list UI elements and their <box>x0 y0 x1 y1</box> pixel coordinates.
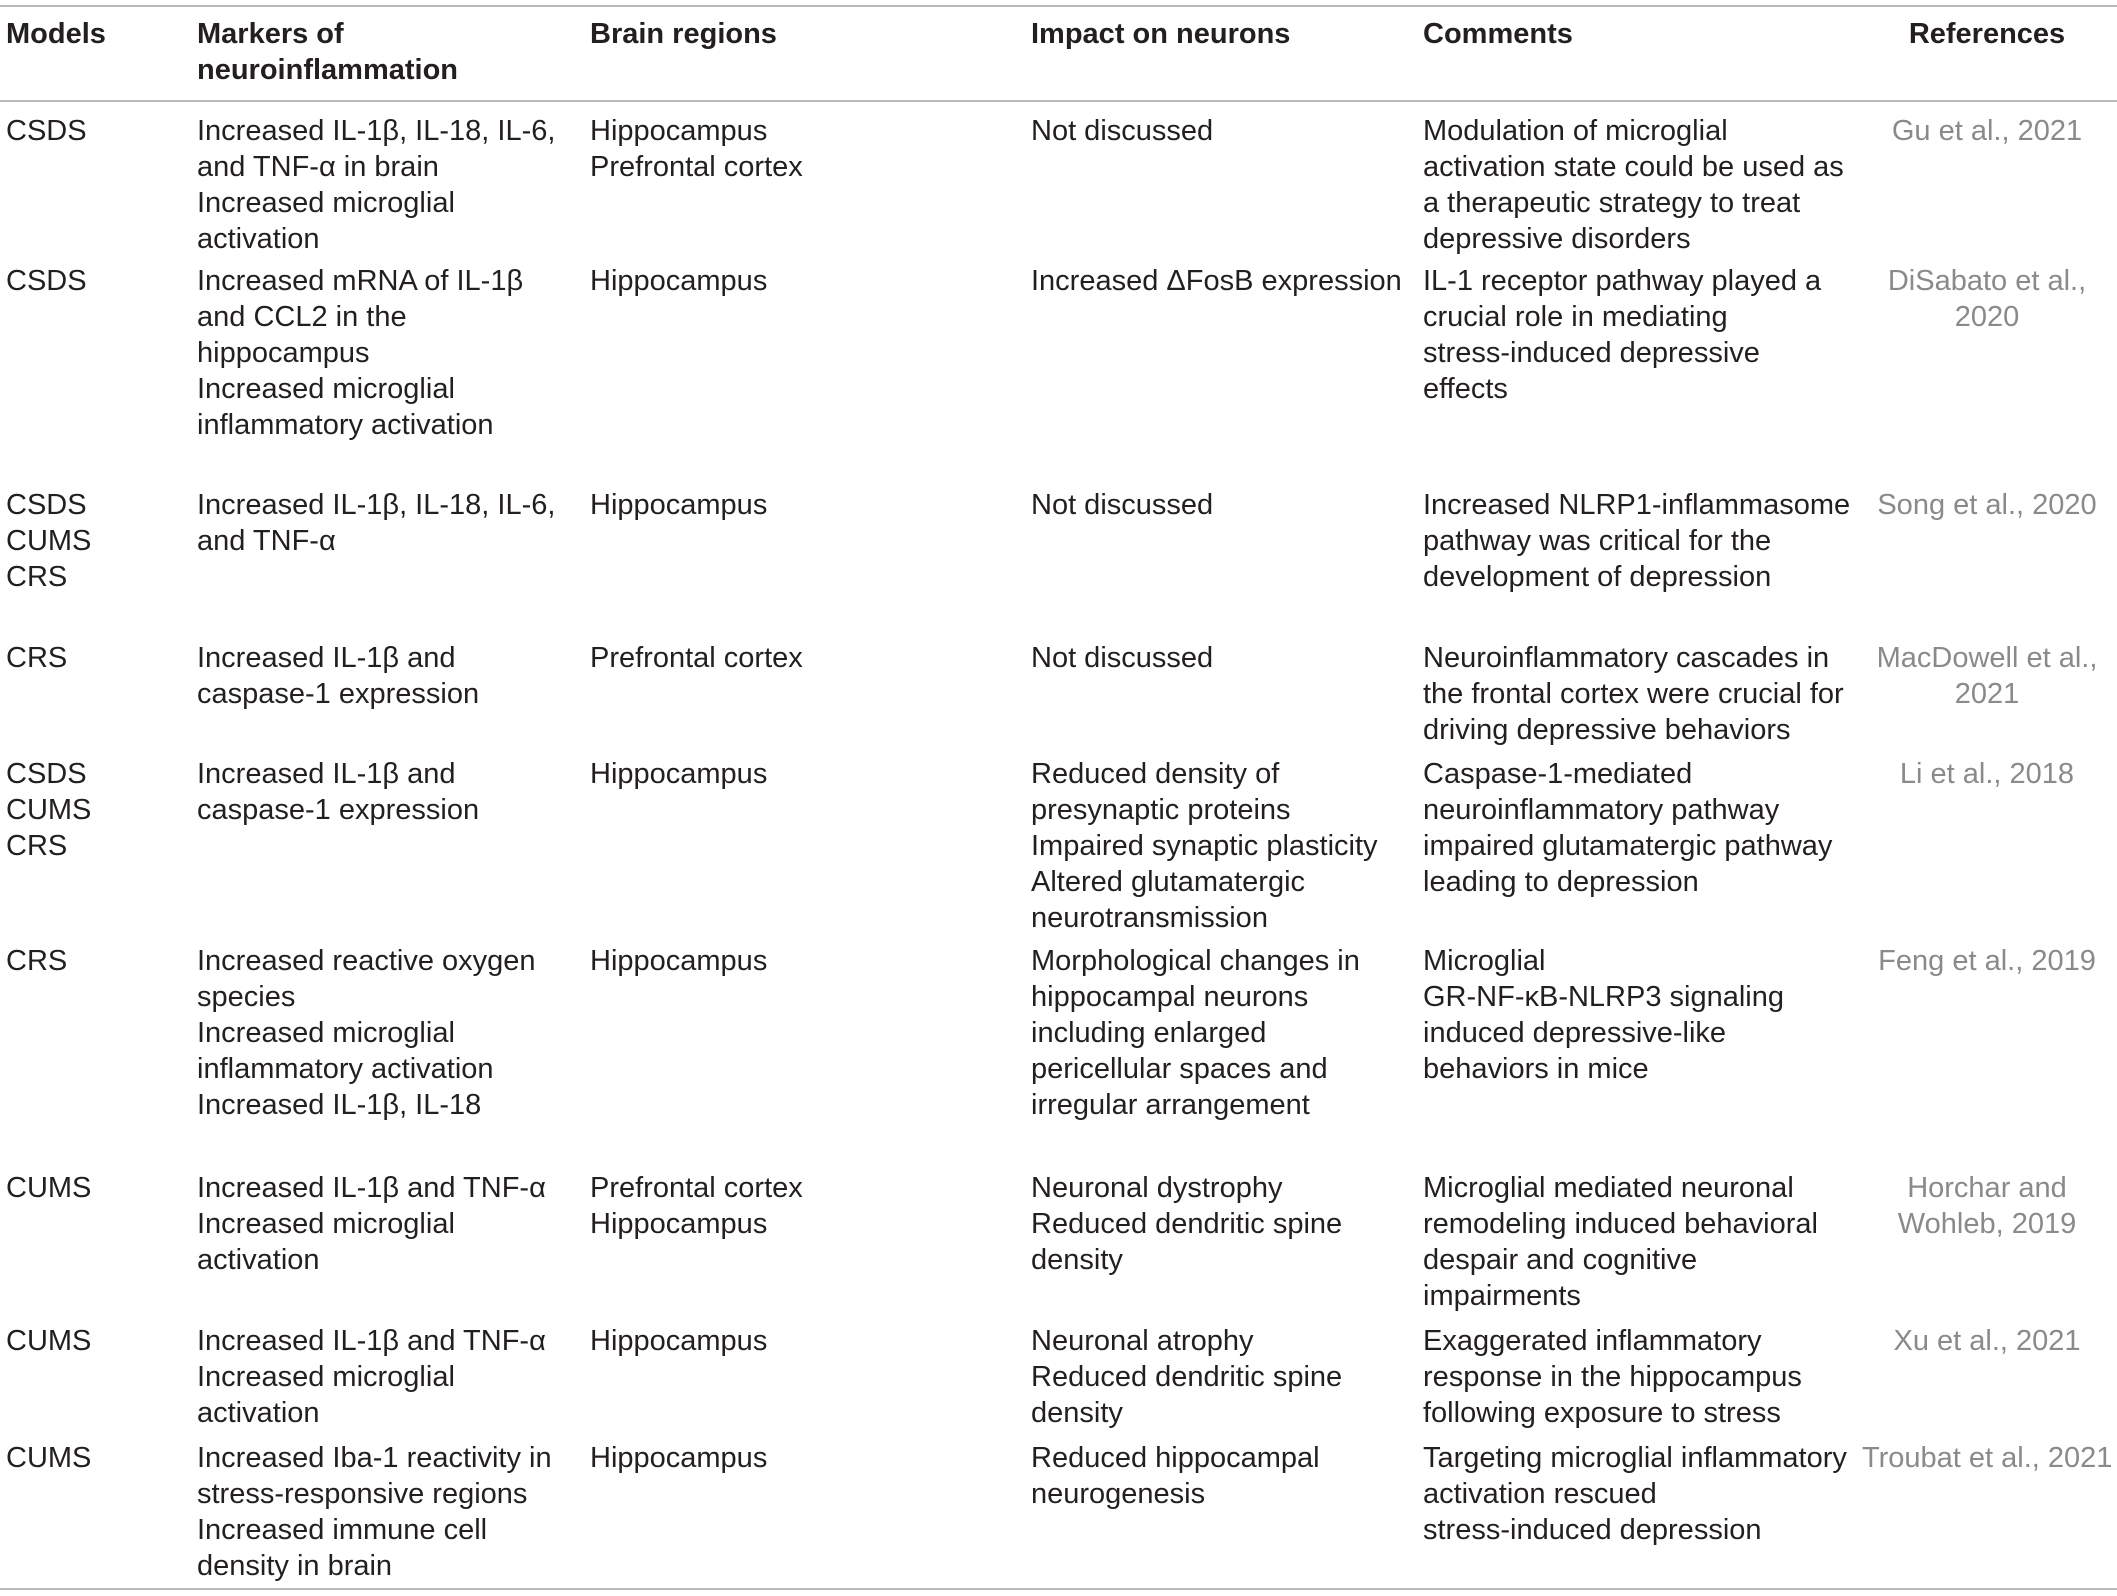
row-8-comments-line: response in the hippocampus <box>1423 1361 1802 1393</box>
row-6-references-line: Feng et al., 2019 <box>1878 945 2096 977</box>
table-top-rule <box>0 5 2117 7</box>
row-7-comments-line: despair and cognitive <box>1423 1244 1698 1276</box>
row-3-references <box>1862 487 2112 523</box>
row-5-models-line: CSDS <box>6 758 87 790</box>
row-8-references-line: Xu et al., 2021 <box>1893 1325 2081 1357</box>
row-4-comments-line: Neuroinflammatory cascades in <box>1423 642 1830 674</box>
row-6-comments-line: GR-NF-κB-NLRP3 signaling <box>1423 981 1784 1013</box>
row-5-impact-line: Reduced density of <box>1031 758 1280 790</box>
row-4-references-line: MacDowell et al., <box>1876 642 2098 674</box>
row-4-markers-line: Increased IL-1β and <box>197 642 456 674</box>
row-9-impact <box>1031 1440 1320 1512</box>
row-5-references-line: Li et al., 2018 <box>1899 758 2075 790</box>
row-8-models <box>6 1323 91 1359</box>
row-7-comments <box>1423 1170 1818 1314</box>
row-5-impact-line: Altered glutamatergic <box>1031 866 1306 898</box>
row-8-markers-line: Increased IL-1β and TNF-α <box>197 1325 546 1357</box>
row-8-markers <box>197 1323 546 1431</box>
row-3-regions-line: Hippocampus <box>590 489 768 521</box>
row-2-comments-line: stress-induced depressive <box>1423 337 1760 369</box>
row-9-references-line: Troubat et al., 2021 <box>1862 1442 2113 1474</box>
row-6-markers-line: Increased IL-1β, IL-18 <box>197 1089 482 1121</box>
row-8-comments-line: Exaggerated inflammatory <box>1423 1325 1762 1357</box>
row-5-comments-line: impaired glutamatergic pathway <box>1423 830 1833 862</box>
row-3-comments-line: Increased NLRP1-inflammasome <box>1423 489 1851 521</box>
row-4-references-line: 2021 <box>1954 678 2020 710</box>
row-7-impact <box>1031 1170 1342 1278</box>
row-8-regions-line: Hippocampus <box>590 1325 768 1357</box>
column-header-comments <box>1423 16 1573 52</box>
row-8-impact-line: Reduced dendritic spine <box>1031 1361 1343 1393</box>
row-3-comments-line: development of depression <box>1423 561 1772 593</box>
row-7-models-line: CUMS <box>6 1172 92 1204</box>
row-4-models-line: CRS <box>6 642 68 674</box>
row-2-regions <box>590 263 767 299</box>
row-9-comments-line: stress-induced depression <box>1423 1514 1762 1546</box>
row-3-comments <box>1423 487 1850 595</box>
row-6-markers-line: Increased microglial <box>197 1017 455 1049</box>
row-8-regions <box>590 1323 767 1359</box>
row-5-models-line: CRS <box>6 830 68 862</box>
table-header-rule <box>0 100 2117 102</box>
row-9-comments <box>1423 1440 1847 1548</box>
row-8-markers-line: Increased microglial <box>197 1361 455 1393</box>
row-1-references-line: Gu et al., 2021 <box>1891 115 2083 147</box>
row-4-regions-line: Prefrontal cortex <box>590 642 803 674</box>
row-3-references-line: Song et al., 2020 <box>1877 489 2097 521</box>
row-8-comments-line: following exposure to stress <box>1423 1397 1781 1429</box>
row-7-references <box>1862 1170 2112 1242</box>
row-7-comments-line: remodeling induced behavioral <box>1423 1208 1818 1240</box>
row-8-models-line: CUMS <box>6 1325 92 1357</box>
row-7-references-line: Horchar and <box>1907 1172 2067 1204</box>
row-3-impact-line: Not discussed <box>1031 489 1214 521</box>
row-5-markers-line: caspase-1 expression <box>197 794 480 826</box>
row-4-comments <box>1423 640 1844 748</box>
row-1-references <box>1862 113 2112 149</box>
column-header-comments-line: Comments <box>1423 18 1573 50</box>
row-7-markers-line: activation <box>197 1244 320 1276</box>
row-9-markers-line: Increased immune cell <box>197 1514 488 1546</box>
row-2-regions-line: Hippocampus <box>590 265 768 297</box>
row-1-comments <box>1423 113 1844 257</box>
row-5-impact-line: Impaired synaptic plasticity <box>1031 830 1378 862</box>
row-4-regions <box>590 640 803 676</box>
column-header-models-line: Models <box>6 18 106 50</box>
row-5-references <box>1862 756 2112 792</box>
table-bottom-rule <box>0 1588 2117 1590</box>
row-7-markers-line: Increased IL-1β and TNF-α <box>197 1172 546 1204</box>
row-5-comments-line: neuroinflammatory pathway <box>1423 794 1780 826</box>
row-9-impact-line: Reduced hippocampal <box>1031 1442 1320 1474</box>
row-2-markers-line: inflammatory activation <box>197 409 494 441</box>
row-9-markers-line: stress-responsive regions <box>197 1478 528 1510</box>
row-1-comments-line: activation state could be used as <box>1423 151 1844 183</box>
row-4-references <box>1862 640 2112 712</box>
row-9-impact-line: neurogenesis <box>1031 1478 1206 1510</box>
row-2-references-line: DiSabato et al., <box>1887 265 2087 297</box>
column-header-regions <box>590 16 777 52</box>
column-header-references <box>1862 16 2112 52</box>
row-4-impact <box>1031 640 1213 676</box>
column-header-references-line: References <box>1908 18 2066 50</box>
row-9-models-line: CUMS <box>6 1442 92 1474</box>
row-2-comments <box>1423 263 1821 407</box>
row-2-references-line: 2020 <box>1954 301 2020 333</box>
row-3-comments-line: pathway was critical for the <box>1423 525 1772 557</box>
row-5-models-line: CUMS <box>6 794 92 826</box>
row-1-markers-line: Increased microglial <box>197 187 455 219</box>
row-1-regions <box>590 113 803 185</box>
row-7-comments-line: Microglial mediated neuronal <box>1423 1172 1794 1204</box>
row-6-impact-line: including enlarged <box>1031 1017 1267 1049</box>
row-2-markers <box>197 263 523 443</box>
row-4-impact-line: Not discussed <box>1031 642 1214 674</box>
row-6-markers-line: Increased reactive oxygen <box>197 945 536 977</box>
row-9-regions-line: Hippocampus <box>590 1442 768 1474</box>
row-6-markers-line: species <box>197 981 296 1013</box>
row-1-impact <box>1031 113 1213 149</box>
row-6-comments-line: behaviors in mice <box>1423 1053 1649 1085</box>
row-7-models <box>6 1170 91 1206</box>
row-6-regions <box>590 943 767 979</box>
row-5-markers-line: Increased IL-1β and <box>197 758 456 790</box>
row-1-models-line: CSDS <box>6 115 87 147</box>
row-6-impact-line: pericellular spaces and <box>1031 1053 1328 1085</box>
row-5-impact-line: neurotransmission <box>1031 902 1268 934</box>
row-8-markers-line: activation <box>197 1397 320 1429</box>
row-6-models-line: CRS <box>6 945 68 977</box>
row-7-markers <box>197 1170 546 1278</box>
row-1-markers-line: and TNF-α in brain <box>197 151 439 183</box>
row-2-comments-line: IL-1 receptor pathway played a <box>1423 265 1822 297</box>
row-2-models <box>6 263 87 299</box>
column-header-regions-line: Brain regions <box>590 18 777 50</box>
column-header-markers <box>197 16 458 88</box>
column-header-models <box>6 16 106 52</box>
row-2-markers-line: and CCL2 in the <box>197 301 407 333</box>
row-1-regions-line: Prefrontal cortex <box>590 151 803 183</box>
row-6-markers-line: inflammatory activation <box>197 1053 494 1085</box>
row-3-models-line: CSDS <box>6 489 87 521</box>
column-header-markers-line: Markers of <box>197 18 344 50</box>
row-2-references <box>1862 263 2112 335</box>
row-5-models <box>6 756 91 864</box>
row-6-comments <box>1423 943 1784 1087</box>
row-3-markers <box>197 487 555 559</box>
row-3-models-line: CUMS <box>6 525 92 557</box>
row-6-impact-line: hippocampal neurons <box>1031 981 1309 1013</box>
row-2-models-line: CSDS <box>6 265 87 297</box>
row-4-models <box>6 640 67 676</box>
row-3-markers-line: Increased IL-1β, IL-18, IL-6, <box>197 489 556 521</box>
row-3-markers-line: and TNF-α <box>197 525 336 557</box>
row-4-markers-line: caspase-1 expression <box>197 678 480 710</box>
row-3-models-line: CRS <box>6 561 68 593</box>
row-5-comments <box>1423 756 1832 900</box>
row-6-impact-line: irregular arrangement <box>1031 1089 1310 1121</box>
row-1-models <box>6 113 87 149</box>
column-header-impact-line: Impact on neurons <box>1031 18 1291 50</box>
row-6-impact-line: Morphological changes in <box>1031 945 1360 977</box>
row-5-impact <box>1031 756 1378 936</box>
row-6-models <box>6 943 67 979</box>
row-1-impact-line: Not discussed <box>1031 115 1214 147</box>
row-7-impact-line: Neuronal dystrophy <box>1031 1172 1283 1204</box>
row-7-comments-line: impairments <box>1423 1280 1581 1312</box>
row-1-comments-line: a therapeutic strategy to treat <box>1423 187 1801 219</box>
row-9-references <box>1862 1440 2112 1476</box>
row-6-regions-line: Hippocampus <box>590 945 768 977</box>
row-4-comments-line: driving depressive behaviors <box>1423 714 1791 746</box>
row-8-impact-line: Neuronal atrophy <box>1031 1325 1254 1357</box>
row-8-comments <box>1423 1323 1802 1431</box>
row-5-comments-line: Caspase-1-mediated <box>1423 758 1693 790</box>
row-6-references <box>1862 943 2112 979</box>
row-6-impact <box>1031 943 1360 1123</box>
row-1-comments-line: depressive disorders <box>1423 223 1691 255</box>
row-3-regions <box>590 487 767 523</box>
row-3-models <box>6 487 91 595</box>
row-7-regions <box>590 1170 803 1242</box>
row-8-impact <box>1031 1323 1342 1431</box>
row-2-markers-line: Increased microglial <box>197 373 455 405</box>
row-5-regions-line: Hippocampus <box>590 758 768 790</box>
row-7-impact-line: density <box>1031 1244 1123 1276</box>
row-5-comments-line: leading to depression <box>1423 866 1699 898</box>
row-9-markers-line: density in brain <box>197 1550 393 1582</box>
row-7-references-line: Wohleb, 2019 <box>1897 1208 2077 1240</box>
row-6-markers <box>197 943 536 1123</box>
row-8-references <box>1862 1323 2112 1359</box>
row-1-markers-line: Increased IL-1β, IL-18, IL-6, <box>197 115 556 147</box>
row-5-impact-line: presynaptic proteins <box>1031 794 1291 826</box>
row-2-comments-line: crucial role in mediating <box>1423 301 1728 333</box>
row-7-regions-line: Hippocampus <box>590 1208 768 1240</box>
row-2-comments-line: effects <box>1423 373 1508 405</box>
row-9-comments-line: activation rescued <box>1423 1478 1657 1510</box>
row-9-markers <box>197 1440 552 1584</box>
row-3-impact <box>1031 487 1213 523</box>
row-9-comments-line: Targeting microglial inflammatory <box>1423 1442 1847 1474</box>
row-2-impact <box>1031 263 1402 299</box>
row-7-regions-line: Prefrontal cortex <box>590 1172 803 1204</box>
row-9-regions <box>590 1440 767 1476</box>
row-2-impact-line: Increased ΔFosB expression <box>1031 265 1402 297</box>
row-2-markers-line: hippocampus <box>197 337 370 369</box>
row-4-comments-line: the frontal cortex were crucial for <box>1423 678 1844 710</box>
row-1-markers-line: activation <box>197 223 320 255</box>
column-header-markers-line: neuroinflammation <box>197 54 459 86</box>
row-5-markers <box>197 756 479 828</box>
row-5-regions <box>590 756 767 792</box>
row-8-impact-line: density <box>1031 1397 1123 1429</box>
row-9-models <box>6 1440 91 1476</box>
row-7-impact-line: Reduced dendritic spine <box>1031 1208 1343 1240</box>
column-header-impact <box>1031 16 1290 52</box>
row-6-comments-line: Microglial <box>1423 945 1546 977</box>
row-6-comments-line: induced depressive-like <box>1423 1017 1727 1049</box>
row-2-markers-line: Increased mRNA of IL-1β <box>197 265 524 297</box>
row-9-markers-line: Increased Iba-1 reactivity in <box>197 1442 552 1474</box>
row-4-markers <box>197 640 479 712</box>
row-1-markers <box>197 113 555 257</box>
row-1-comments-line: Modulation of microglial <box>1423 115 1728 147</box>
row-1-regions-line: Hippocampus <box>590 115 768 147</box>
row-7-markers-line: Increased microglial <box>197 1208 455 1240</box>
